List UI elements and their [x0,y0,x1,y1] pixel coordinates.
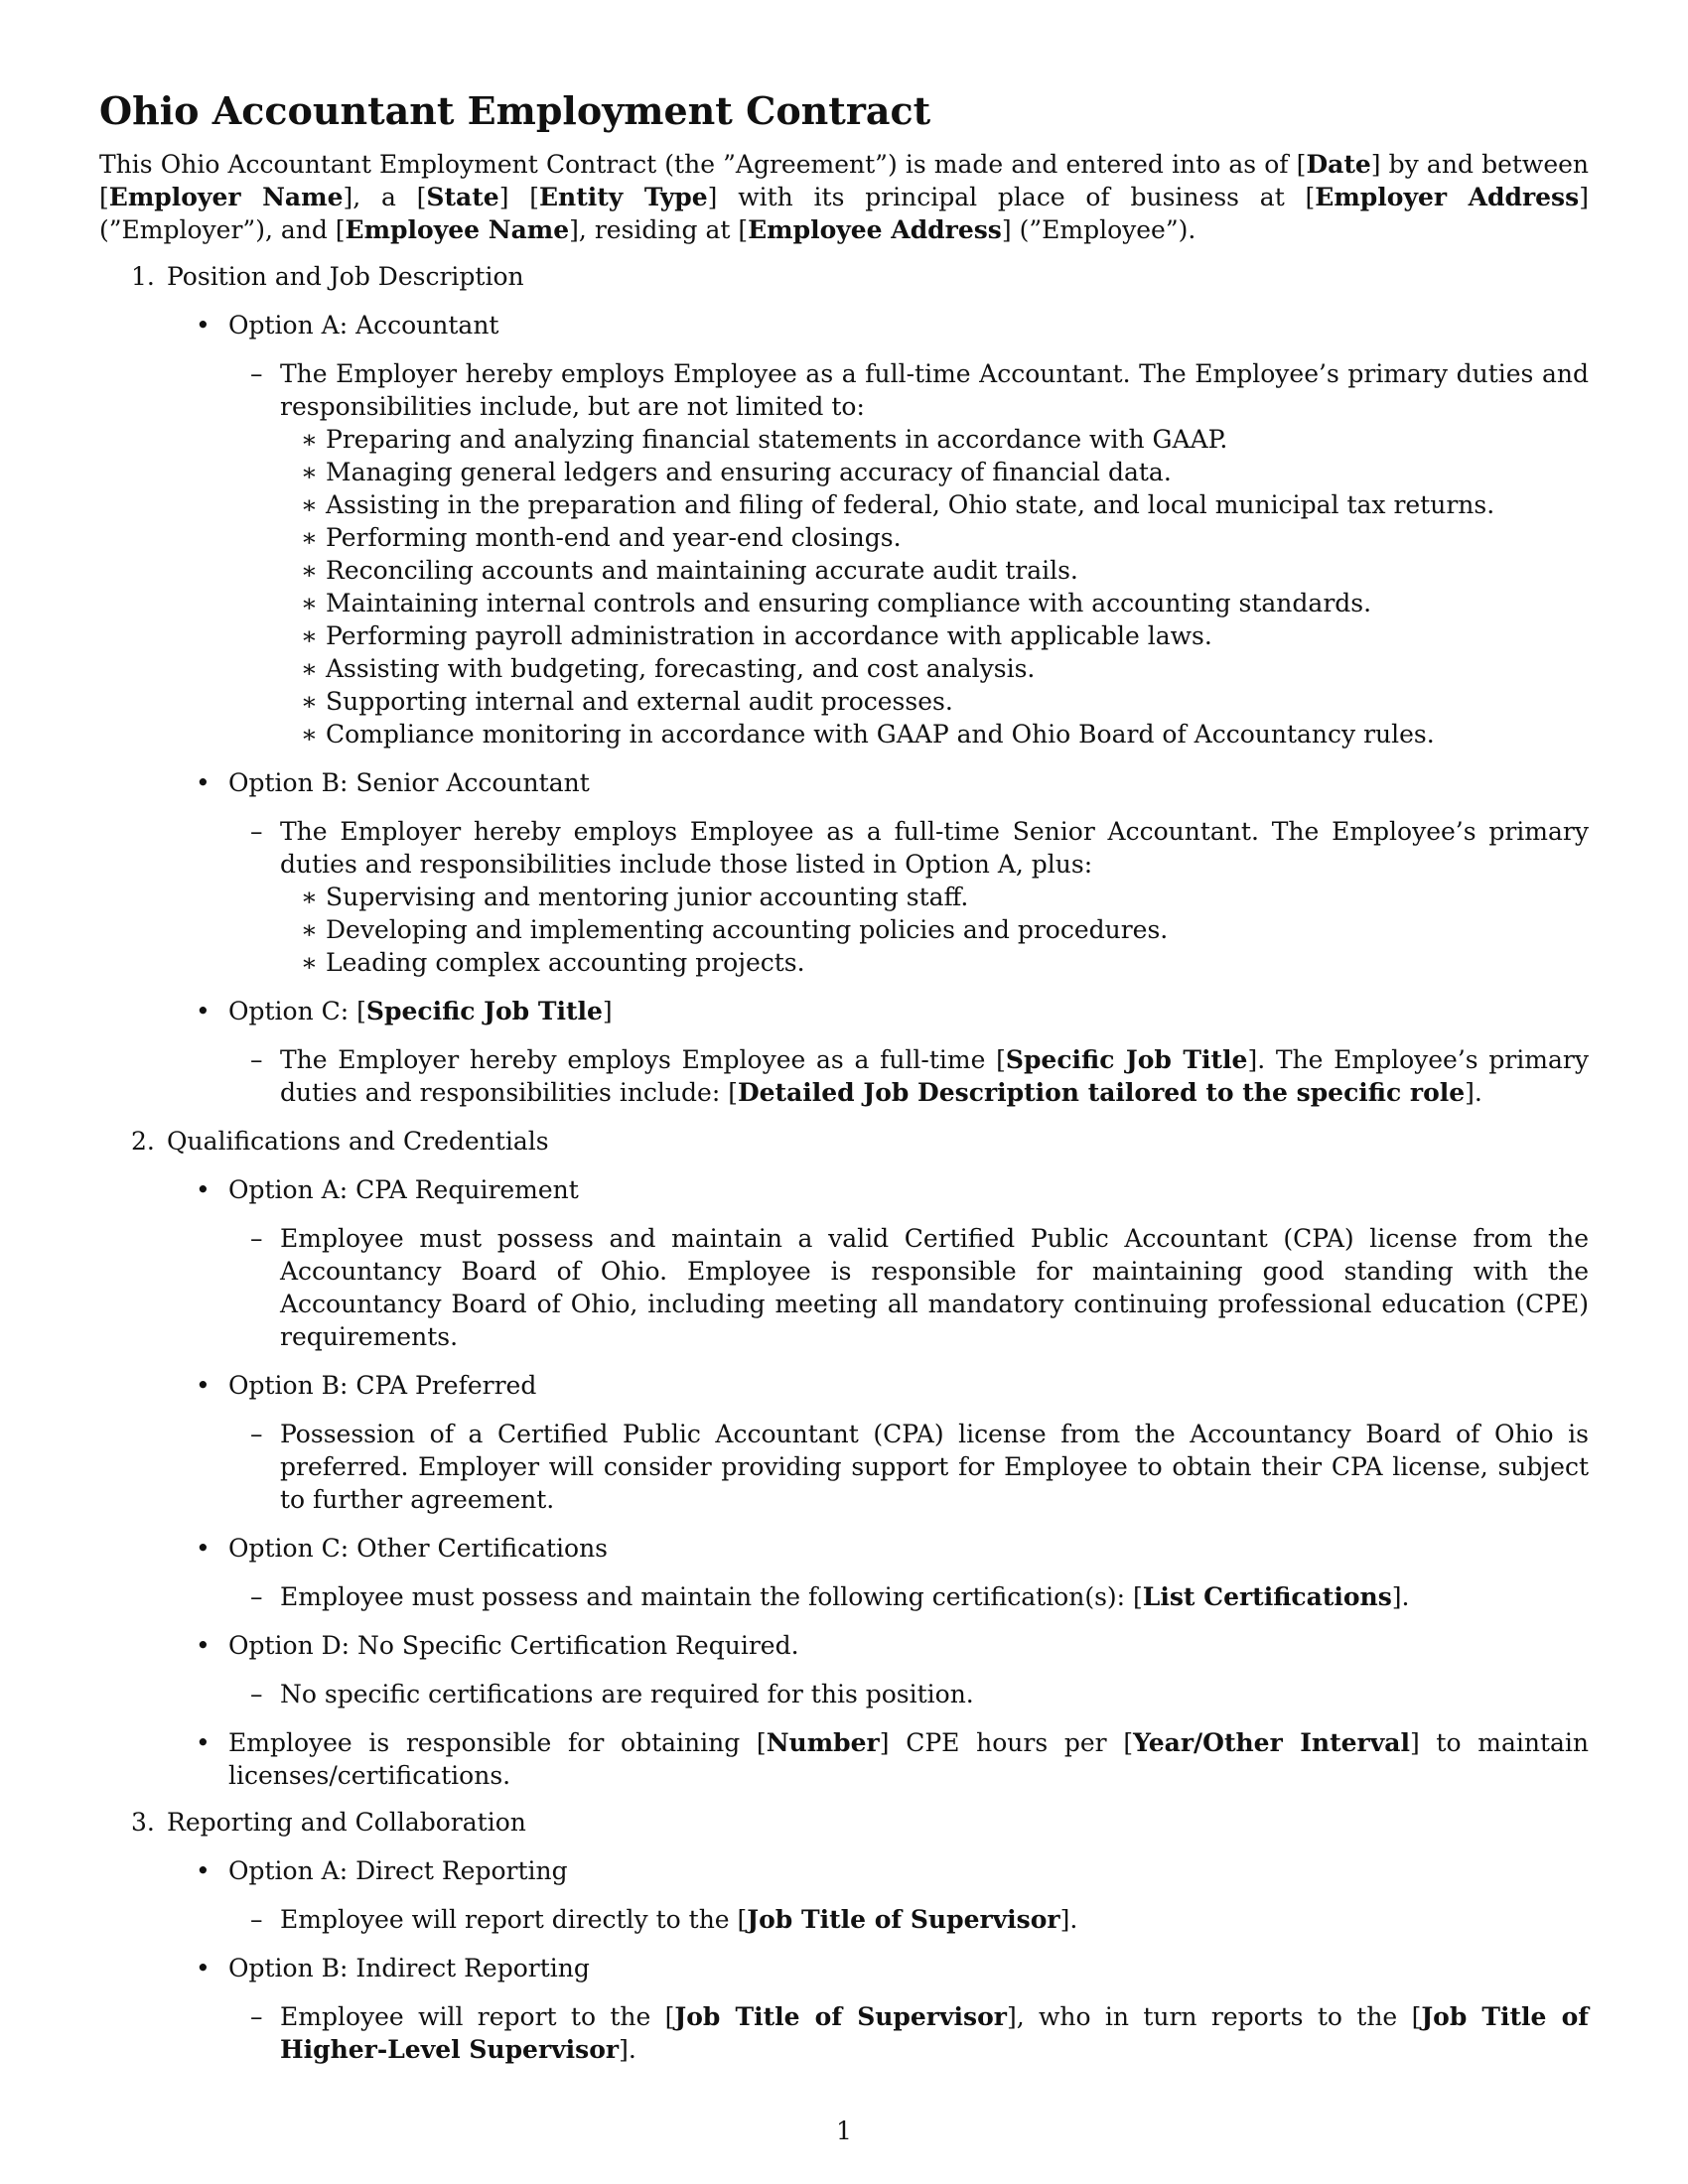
duty-item: ∗ Maintaining internal controls and ensuring compliance with accounting standards. [99,587,1589,619]
duty-item: ∗ Assisting with budgeting, forecasting, and cost analysis. [99,652,1589,685]
field-state: State [426,183,499,211]
section-position [99,260,1589,1109]
detail-text: ]. [619,2035,636,2064]
option-a-accountant [99,309,1589,751]
detail-text: Employee will report directly to the [ [280,1905,748,1934]
option-detail: – Employee must possess and maintain a valid Certified Public Accountant (CPA) license from the Accountancy Board of Ohio. Employee is responsible for maintaining good standing with the Accountancy Board of Ohio, including meeting all mandatory continuing professional education (CPE) requirements. [99,1222,1589,1353]
page-number: 1 [836,2116,852,2145]
field-employer-name: Employer Name [108,183,344,211]
duties-list [99,881,1589,979]
note-text: ] CPE hours per [ [879,1728,1134,1757]
intro-text: ] with its principal place of business at [ [707,183,1316,211]
intro-paragraph [99,148,1589,246]
section-number: 3. [131,1808,155,1837]
note-text: ] to maintain licenses/certifications. [228,1728,1589,1790]
duties-list [99,423,1589,751]
duty-item: ∗ Assisting in the preparation and filing of federal, Ohio state, and local municipal tax returns. [99,488,1589,521]
option-title-text: ] [602,997,613,1025]
option-title: • Option A: Accountant [99,309,1589,341]
field-number: Number [766,1728,880,1757]
field-job-description: Detailed Job Description tailored to the specific role [737,1078,1466,1107]
field-date: Date [1306,150,1371,179]
field-specific-job-title: Specific Job Title [1005,1045,1248,1074]
detail-text: Employee will report to the [ [280,2002,675,2031]
detail-text: The Employer hereby employs Employee as a full-time [ [280,1045,1006,1074]
field-employee-name: Employee Name [345,215,570,244]
note-text: Employee is responsible for obtaining [ [228,1728,767,1757]
detail-text: ]. [1059,1905,1078,1934]
detail-text: ], who in turn reports to the [ [1006,2002,1422,2031]
section-reporting [99,1806,1589,2066]
intro-text: ], a [ [343,183,427,211]
option-detail [99,1580,1589,1613]
field-specific-job-title: Specific Job Title [365,997,603,1025]
field-interval: Year/Other Interval [1133,1728,1410,1757]
option-b-cpa-preferred [99,1369,1589,1516]
option-a-direct-reporting [99,1854,1589,1936]
section-title-text: Reporting and Collaboration [167,1808,526,1837]
duty-item: ∗ Preparing and analyzing financial statements in accordance with GAAP. [99,423,1589,456]
section-title [99,260,1589,293]
option-detail: – Possession of a Certified Public Accountant (CPA) license from the Accountancy Board of Ohio is preferred. Employer will consider providing support for Employee to obtain their CPA license, subject to further agreement. [99,1418,1589,1516]
option-title: • Option B: Indirect Reporting [99,1952,1589,1984]
option-title: • Option D: No Specific Certification Required. [99,1629,1589,1662]
document-title: Ohio Accountant Employment Contract [99,88,931,133]
duty-item: ∗ Performing month-end and year-end closings. [99,521,1589,554]
duty-item: ∗ Managing general ledgers and ensuring accuracy of financial data. [99,456,1589,488]
options-list [99,309,1589,1109]
option-detail [99,1043,1589,1109]
option-detail [99,1903,1589,1936]
option-title [99,995,1589,1027]
option-b-senior-accountant [99,766,1589,979]
option-detail: – The Employer hereby employs Employee as a full-time Senior Accountant. The Employee’s primary duties and responsibilities include those listed in Option A, plus: [99,815,1589,881]
option-title: • Option B: Senior Accountant [99,766,1589,799]
options-list [99,1854,1589,2066]
option-title: • Option A: Direct Reporting [99,1854,1589,1887]
section-number: 1. [131,262,155,291]
option-title: • Option A: CPA Requirement [99,1173,1589,1206]
field-higher-supervisor-title: Job Title of Higher-Level Supervisor [280,2002,1589,2064]
duty-item: ∗ Compliance monitoring in accordance with GAAP and Ohio Board of Accountancy rules. [99,718,1589,751]
sections-list [99,260,1589,2066]
option-a-cpa-requirement [99,1173,1589,1353]
intro-text: ] by and between [ [99,150,1590,211]
duty-item: ∗ Reconciling accounts and maintaining accurate audit trails. [99,554,1589,587]
field-employer-address: Employer Address [1315,183,1580,211]
intro-text: ] (”Employer”), and [ [99,183,1589,244]
option-title-text: Option C: [ [228,997,366,1025]
detail-text: Employee must possess and maintain the following certification(s): [ [280,1582,1143,1611]
field-supervisor-title: Job Title of Supervisor [674,2002,1007,2031]
option-detail: – No specific certifications are required for this position. [99,1678,1589,1710]
intro-text: ], residing at [ [569,215,749,244]
cpe-requirement [99,1726,1589,1792]
section-title [99,1806,1589,1839]
intro-text: ] (”Employee”). [1001,215,1196,244]
duty-item: ∗ Leading complex accounting projects. [99,946,1589,979]
options-list [99,1173,1589,1792]
section-title [99,1125,1589,1158]
option-title: • Option B: CPA Preferred [99,1369,1589,1402]
field-employee-address: Employee Address [748,215,1002,244]
duty-item: ∗ Supporting internal and external audit processes. [99,685,1589,718]
field-entity-type: Entity Type [538,183,708,211]
option-c-specific-title [99,995,1589,1109]
duty-item: ∗ Performing payroll administration in accordance with applicable laws. [99,619,1589,652]
field-supervisor-title: Job Title of Supervisor [747,1905,1060,1934]
option-title: • Option C: Other Certifications [99,1532,1589,1565]
contract-page [99,87,1589,2082]
intro-text: This Ohio Accountant Employment Contract (the ”Agreement”) is made and entered into as of [ [99,150,1307,179]
duty-item: ∗ Developing and implementing accounting policies and procedures. [99,913,1589,946]
section-number: 2. [131,1127,155,1156]
detail-text: ]. [1391,1582,1410,1611]
cpe-note [99,1726,1589,1792]
intro-text: ] [ [498,183,539,211]
option-detail [99,2000,1589,2066]
detail-text: ]. The Employee’s primary duties and responsibilities include: [ [280,1045,1589,1107]
option-detail: – The Employer hereby employs Employee as a full-time Accountant. The Employee’s primary duties and responsibilities include, but are not limited to: [99,357,1589,423]
section-title-text: Position and Job Description [167,262,524,291]
duty-item: ∗ Supervising and mentoring junior accounting staff. [99,881,1589,913]
section-qualifications [99,1125,1589,1792]
option-c-other-certifications [99,1532,1589,1613]
detail-text: ]. [1465,1078,1482,1107]
option-b-indirect-reporting [99,1952,1589,2066]
section-title-text: Qualifications and Credentials [167,1127,549,1156]
option-d-no-certification [99,1629,1589,1710]
field-list-certifications: List Certifications [1142,1582,1392,1611]
